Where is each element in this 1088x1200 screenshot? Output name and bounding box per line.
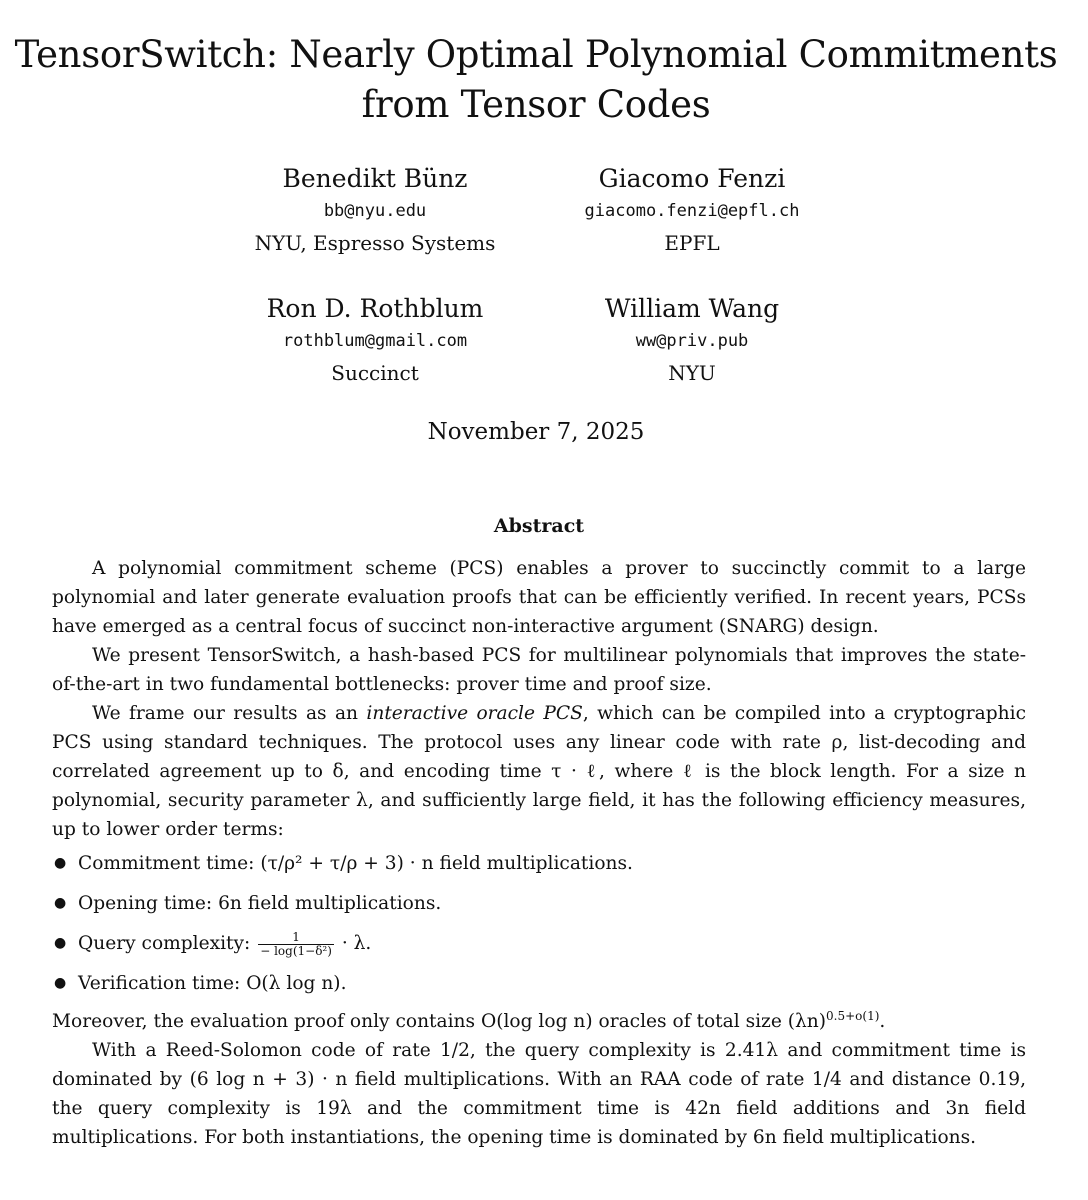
list-item-text: Opening time: 6n field multiplications. [78, 893, 442, 914]
author-email: giacomo.fenzi@epfl.ch [584, 201, 800, 221]
paragraph-text: We frame our results as an [92, 703, 367, 724]
paper-date: November 7, 2025 [427, 419, 645, 445]
abstract-heading: Abstract [493, 515, 585, 537]
emphasized-term: interactive oracle PCS [366, 703, 583, 724]
list-item-text: · λ. [335, 933, 372, 954]
paragraph-text: . [879, 1011, 886, 1032]
fraction-denominator: − log(1−δ²) [260, 943, 332, 958]
superscript: 0.5+o(1) [826, 1008, 880, 1023]
author-affiliation: NYU [668, 361, 716, 385]
abstract-body [52, 554, 1026, 1152]
author-block [542, 293, 842, 389]
list-item [52, 927, 1026, 967]
bullet-icon: ● [54, 895, 67, 911]
list-item [52, 887, 1026, 927]
list-item-text: Commitment time: (τ/ρ² + τ/ρ + 3) · n field multiplications. [78, 853, 633, 874]
abstract-paragraph: A polynomial commitment scheme (PCS) enables a prover to succinctly commit to a large polynomial and later generate evaluation proofs that can be efficiently verified. In recent years, PCSs have emerged as a central focus of succinct non-interactive argument (SNARG) design. [52, 558, 1026, 637]
list-item-text: Verification time: O(λ log n). [78, 973, 347, 994]
author-block [225, 163, 525, 259]
author-name: Benedikt Bünz [282, 164, 468, 193]
paragraph-text: , which can be compiled into a cryptographic PCS using standard techniques. The protocol uses any linear code with rate ρ, list-decoding and correlated agreement up to δ, and encoding time τ · ℓ, where ℓ is the block length. For a size n polynomial, security parameter λ, and sufficiently large field, it has the following efficiency measures, up to lower order terms: [52, 703, 1027, 840]
paragraph-text: Moreover, the evaluation proof only contains O(log log n) oracles of total size (λn) [52, 1011, 827, 1032]
list-item-text: Query complexity: [78, 933, 257, 954]
author-email: rothblum@gmail.com [282, 331, 468, 351]
abstract-paragraph [52, 699, 1026, 844]
efficiency-measures-list [52, 847, 1026, 1007]
fraction [258, 931, 334, 958]
author-email: ww@priv.pub [635, 331, 749, 351]
bullet-icon: ● [54, 935, 67, 951]
author-name: Giacomo Fenzi [598, 164, 786, 193]
bullet-icon: ● [54, 855, 67, 871]
abstract-paragraph [52, 1007, 1026, 1036]
abstract-paragraph: With a Reed-Solomon code of rate 1/2, the query complexity is 2.41λ and commitment time is dominated by (6 log n + 3) · n field multiplications. With an RAA code of rate 1/4 and distance 0.19, the query complexity is 19λ and the commitment time is 42n field additions and 3n field multiplications. For both instantiations, the opening time is dominated by 6n field multiplications. [52, 1040, 1026, 1148]
abstract-paragraph: We present TensorSwitch, a hash-based PCS for multilinear polynomials that improves the state-of-the-art in two fundamental bottlenecks: prover time and proof size. [52, 645, 1026, 695]
author-name: William Wang [604, 294, 780, 323]
bullet-icon: ● [54, 975, 67, 991]
author-block [225, 293, 525, 389]
list-item [52, 967, 1026, 1007]
list-item [52, 847, 1026, 887]
fraction-numerator: 1 [258, 931, 334, 945]
author-email: bb@nyu.edu [323, 201, 427, 221]
author-affiliation: NYU, Espresso Systems [254, 231, 496, 255]
author-affiliation: Succinct [331, 361, 419, 385]
author-block [542, 163, 842, 259]
author-name: Ron D. Rothblum [266, 294, 484, 323]
paper-title: TensorSwitch: Nearly Optimal Polynomial Commitments from Tensor Codes [14, 33, 1058, 126]
author-affiliation: EPFL [664, 231, 720, 255]
